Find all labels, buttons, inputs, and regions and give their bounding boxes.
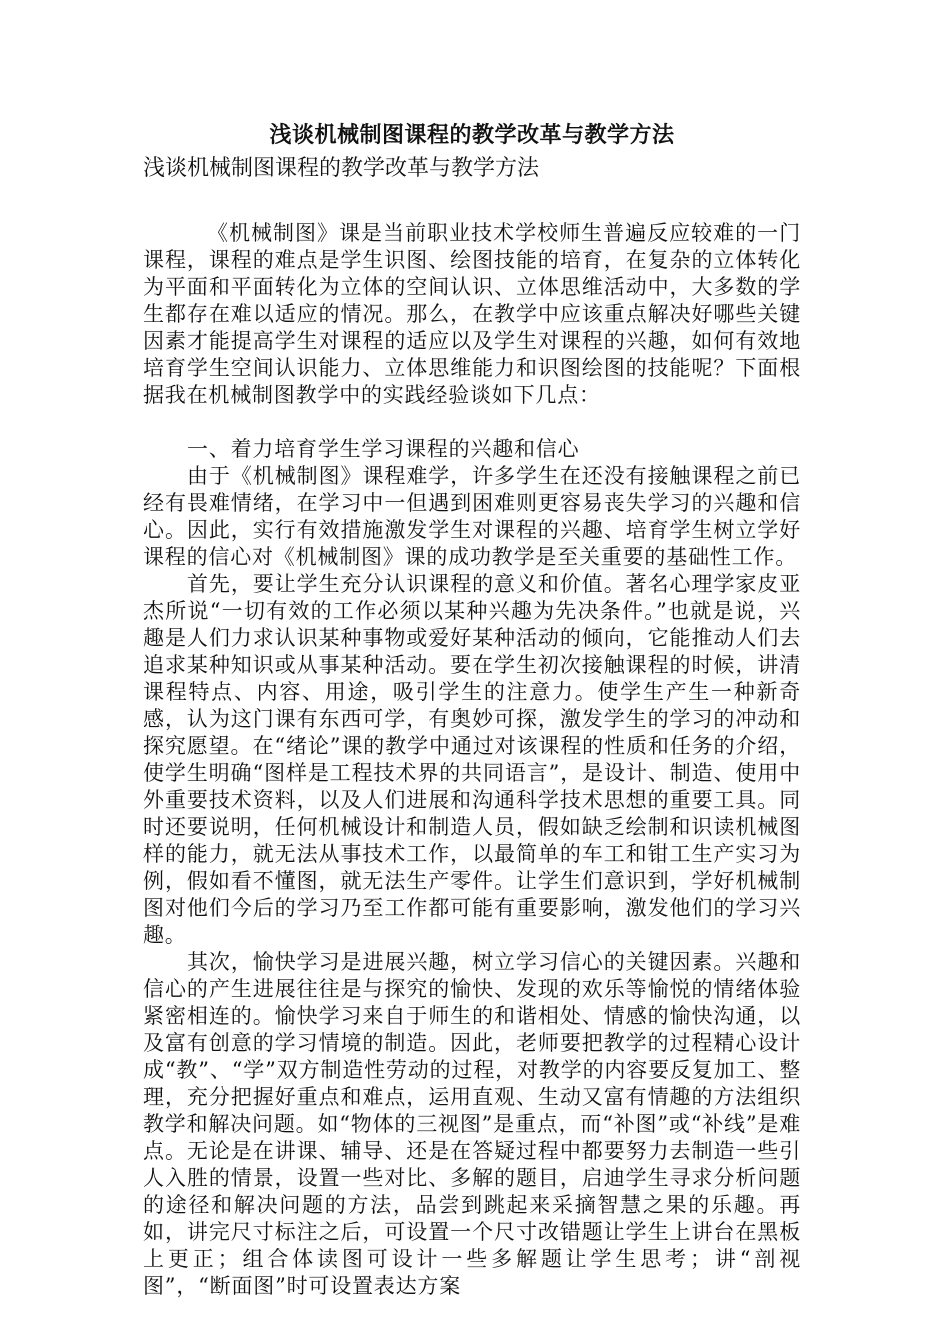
document-subtitle: 浅谈机械制图课程的教学改革与教学方法 [143, 156, 540, 181]
section-heading-1: 一、着力培育学生学习课程的兴趣和信心 [187, 437, 580, 461]
body-paragraph-2: 首先，要让学生充分认识课程的意义和价值。著名心理学家皮亚杰所说“一切有效的工作必须以某种兴趣为先决条件。”也就是说，兴趣是人们力求认识某种事物或爱好某种活动的倾向，它能推动人们去追求某种知识或从事某种活动。要在学生初次接触课程的时候，讲清课程特点、内容、用途，吸引学生的注意力。使学生产生一种新奇感，认为这门课有东西可学，有奥妙可探，激发学生的学习的冲动和探究愿望。在“绪论”课的教学中通过对该课程的性质和任务的介绍，使学生明确“图样是工程技术界的共同语言”，是设计、制造、使用中外重要技术资料，以及人们进展和沟通科学技术思想的重要工具。同时还要说明，任何机械设计和制造人员，假如缺乏绘制和识读机械图样的能力，就无法从事技术工作，以最简单的车工和钳工生产实习为例，假如看不懂图，就无法生产零件。让学生们意识到，学好机械制图对他们今后的学习乃至工作都可能有重要影响，激发他们的学习兴趣。 [143, 572, 801, 947]
document-title: 浅谈机械制图课程的教学改革与教学方法 [269, 122, 675, 148]
body-paragraph-3: 其次，愉快学习是进展兴趣，树立学习信心的关键因素。兴趣和信心的产生进展往往是与探究的愉快、发现的欢乐等愉悦的情绪体验紧密相连的。愉快学习来自于师生的和谐相处、情感的愉快沟通，以及富有创意的学习情境的制造。因此，老师要把教学的过程精心设计成“教”、“学”双方制造性劳动的过程，对教学的内容要反复加工、整理，充分把握好重点和难点，运用直观、生动又富有情趣的方法组织教学和解决问题。如“物体的三视图”是重点，而“补图”或“补线”是难点。无论是在讲课、辅导、还是在答疑过程中都要努力去制造一些引人入胜的情景，设置一些对比、多解的题目，启迪学生寻求分析问题的途径和解决问题的方法，品尝到跳起来采摘智慧之果的乐趣。再如，讲完尺寸标注之后，可设置一个尺寸改错题让学生上讲台在黑板上更正；组合体读图可设计一些多解题让学生思考；讲“剖视图”，“断面图”时可设置表达方案 [143, 950, 801, 1298]
body-paragraph-1: 由于《机械制图》课程难学，许多学生在还没有接触课程之前已经有畏难情绪，在学习中一但遇到困难则更容易丧失学习的兴趣和信心。因此，实行有效措施激发学生对课程的兴趣、培育学生树立学好课程的信心对《机械制图》课的成功教学是至关重要的基础性工作。 [143, 464, 801, 569]
document-page [143, 118, 801, 1300]
intro-paragraph: 《机械制图》课是当前职业技术学校师生普遍反应较难的一门课程，课程的难点是学生识图、绘图技能的培育，在复杂的立体转化为平面和平面转化为立体的空间认识、立体思维活动中，大多数的学生都存在难以适应的情况。那么，在教学中应该重点解决好哪些关键因素才能提高学生对课程的适应以及学生对课程的兴趣，如何有效地培育学生空间认识能力、立体思维能力和识图绘图的技能呢？下面根据我在机械制图教学中的实践经验谈如下几点： [143, 221, 801, 407]
